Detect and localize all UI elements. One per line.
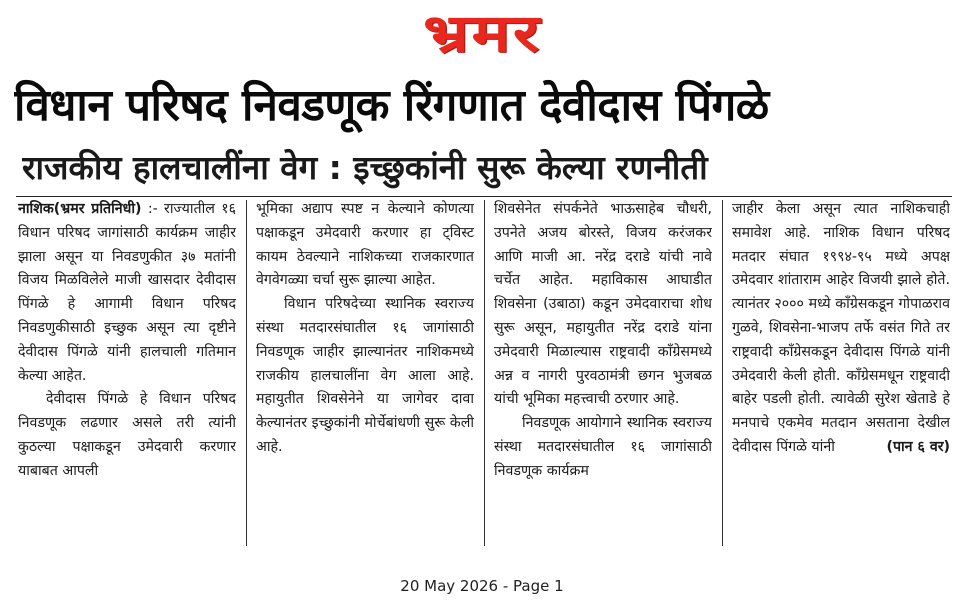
column-3-paragraph-1: शिवसेनेत संपर्कनेते भाऊसाहेब चौधरी, उपनेते अजय बोरस्ते, विजय करंजकर आणि माजी आ. नरेंद्र दराडे यांची नावे चर्चेत आहेत. महाविकास आघाडीत शिवसेना (उबाठा) कडून उमेदवाराचा शोध सुरू असून, महायुतीत नरेंद्र दराडे यांना उमेदवारी मिळाल्यास राष्ट्रवादी काँग्रेसमध्ये अन्न व नागरी पुरवठामंत्री छगन भुजबळ यांची भूमिका महत्त्वाची ठरणार आहे.: [494, 201, 712, 408]
column-3-paragraph-2: निवडणूक आयोगाने स्थानिक स्वराज्य संस्था मतदारसंघातील १६ जागांसाठी निवडणूक कार्यक्रम: [494, 415, 712, 479]
article-column-4: [732, 198, 950, 558]
column-1-paragraph-2: देवीदास पिंगळे हे विधान परिषद निवडणूक लढणार असले तरी त्यांनी कुठल्या पक्षाकडून उमेदवारी करणार याबाबत आपली: [18, 391, 236, 479]
column-1-paragraph-1: [18, 198, 236, 388]
article-column-2: [256, 198, 474, 558]
column-1-text-1: :- राज्यातील १६ विधान परिषद जागांसाठी कार्यक्रम जाहीर झाला असून या निवडणुकीत ३७ मतांनी विजय मिळविलेले माजी खासदार देवीदास पिंगळे हे आगामी विधान परिषद निवडणुकीसाठी इच्छुक असून त्या दृष्टीने देवीदास पिंगळे यांनी हालचाली गतिमान केल्या आहेत.: [18, 201, 236, 384]
article-body: [16, 198, 952, 558]
article-subheadline: राजकीय हालचालींना वेग : इच्छुकांनी सुरू केल्या रणनीती: [22, 148, 708, 187]
column-divider: [722, 200, 723, 546]
column-4-text-1: जाहीर केला असून त्यात नाशिकचाही समावेश आहे. नाशिक विधान परिषद मतदार संघात १९९४-९५ मध्ये अपक्ष उमेदवार शांताराम आहेर विजयी झाले होते. त्यानंतर २००० मध्ये काँग्रेसकडून गोपाळराव गुळवे, शिवसेना-भाजप तर्फे वसंत गिते तर राष्ट्रवादी काँग्रेसकडून देवीदास पिंगळे यांनी उमेदवारी केली होती. काँग्रेसमधून राष्ट्रवादी बाहेर पडली होती. त्यावेळी सुरेश खेताडे हे मनपाचे एकमेव मतदान असताना देखील देवीदास पिंगळे यांनी: [732, 201, 950, 455]
column-divider: [246, 200, 247, 546]
page-footer: 20 May 2026 - Page 1: [400, 577, 564, 595]
article-column-1: [18, 198, 236, 558]
masthead: [0, 2, 964, 70]
headline-divider: [16, 196, 952, 197]
dateline: नाशिक(भ्रमर प्रतिनिधी): [18, 201, 142, 217]
newspaper-logo: भ्रमर: [422, 4, 542, 64]
continued-on-page-link[interactable]: (पान ६ वर): [886, 438, 950, 455]
column-divider: [484, 200, 485, 546]
column-2-paragraph-2: विधान परिषदेच्या स्थानिक स्वराज्य संस्था मतदारसंघातील १६ जागांसाठी निवडणूक जाहीर झाल्यानंतर नाशिकमध्ये राजकीय हालचालींना वेग आला आहे. महायुतीत शिवसेनेने या जागेवर दावा केल्यानंतर इच्छुकांनी मोर्चेबांधणी सुरू केली आहे.: [256, 296, 474, 455]
article-column-3: [494, 198, 712, 558]
article-headline: विधान परिषद निवडणूक रिंगणात देवीदास पिंगळे: [14, 80, 769, 131]
column-4-paragraph-1: [732, 198, 950, 460]
column-2-paragraph-1: भूमिका अद्याप स्पष्ट न केल्याने कोणत्या पक्षाकडून उमेदवारी करणार हा ट्विस्ट कायम ठेवल्याने नाशिकच्या राजकारणात वेगवेगळ्या चर्चा सुरू झाल्या आहेत.: [256, 201, 474, 289]
